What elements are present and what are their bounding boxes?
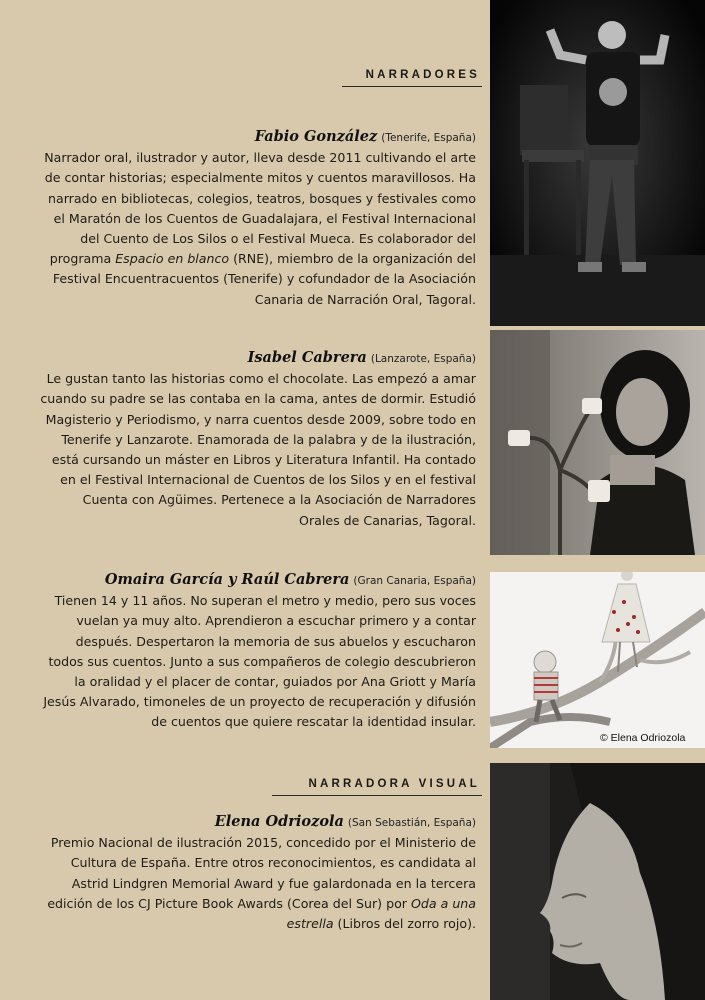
narrator-origin: (Gran Canaria, España) — [353, 575, 476, 587]
bio-isabel-cabrera — [40, 348, 476, 531]
narrator-origin: (Lanzarote, España) — [370, 353, 476, 365]
bio-elena-odriozola — [40, 812, 476, 934]
bio-text: Narrador oral, ilustrador y autor, lleva desde 2011 cultivando el arte de contar historias; especialmente mitos y cuentos maravillosos. Ha narrado en bibliotecas, colegios, teatros, bosques y festivales como el Maratón de los Cuentos de Guadalajara, el Festival Internacional del Cuento de Los Silos o el Festival Mueca. Es colaborador del programa — [44, 150, 476, 267]
narrator-name: Isabel Cabrera — [247, 349, 367, 366]
narrator-origin: (Tenerife, España) — [381, 132, 476, 144]
photo-isabel-cabrera — [490, 330, 705, 555]
narrator-origin: (San Sebastián, España) — [347, 817, 476, 829]
bio-omaira-raul — [40, 570, 476, 733]
photo-elena-odriozola — [490, 763, 705, 1000]
narrator-name: Elena Odriozola — [214, 813, 344, 830]
bio-heading — [40, 570, 476, 591]
image-credit: © Elena Odriozola — [600, 732, 686, 744]
narrator-name: Fabio González — [254, 128, 378, 145]
bio-heading — [40, 348, 476, 369]
section-rule — [272, 795, 482, 796]
bio-text-cont: (Libros del zorro rojo). — [333, 916, 476, 932]
illustration-children-on-tree — [490, 572, 705, 748]
bio-text: Le gustan tanto las historias como el chocolate. Las empezó a amar cuando su padre se las contaba en la cama, antes de dormir. Estudió Magisterio y Periodismo, y narra cuentos desde 2009, sobre todo en Tenerife y Lanzarote. Enamorada de la palabra y de la ilustración, está cursando un máster en Libros y Literatura Infantil. Ha contado en el Festival Internacional de Cuentos de los Silos y en el festival Cuenta con Agüimes. Pertenece a la Asociación de Narradores Orales de Canarias, Tagoral. — [40, 371, 476, 528]
narrator-name: Omaira García y Raúl Cabrera — [104, 571, 350, 588]
bio-text-cont: (RNE), miembro de la organización del Festival Encuentracuentos (Tenerife) y cofundador de la Asociación Canaria de Narración Oral, Tagoral. — [52, 251, 476, 307]
program-title: Espacio en blanco — [115, 251, 230, 267]
bio-heading — [40, 812, 476, 833]
bio-text: Tienen 14 y 11 años. No superan el metro y medio, pero sus voces vuelan ya muy alto. Aprendieron a escuchar primero y a contar después. Despertaron la memoria de sus abuelos y escucharon todos sus cuentos. Junto a sus compañeros de colegio descubrieron la oralidad y el placer de contar, guiados por Ana Griott y María Jesús Alvarado, timoneles de un proyecto de recuperación y difusión de cuentos que quiere rescatar la identidad insular. — [43, 593, 476, 730]
section-title-narradores: NARRADORES — [365, 69, 480, 81]
photo-fabio-gonzalez — [490, 0, 705, 326]
section-title-narradora-visual: NARRADORA VISUAL — [308, 778, 480, 790]
section-rule — [342, 86, 482, 87]
bio-text: Premio Nacional de ilustración 2015, concedido por el Ministerio de Cultura de España. Entre otros reconocimientos, es candidata al Astrid Lindgren Memorial Award y fue galardonada en la tercera edición de los CJ Picture Book Awards (Corea del Sur) por — [47, 835, 476, 911]
book-title: Oda a una estrella — [286, 895, 476, 932]
bio-fabio-gonzalez — [40, 127, 476, 310]
bio-heading — [40, 127, 476, 148]
